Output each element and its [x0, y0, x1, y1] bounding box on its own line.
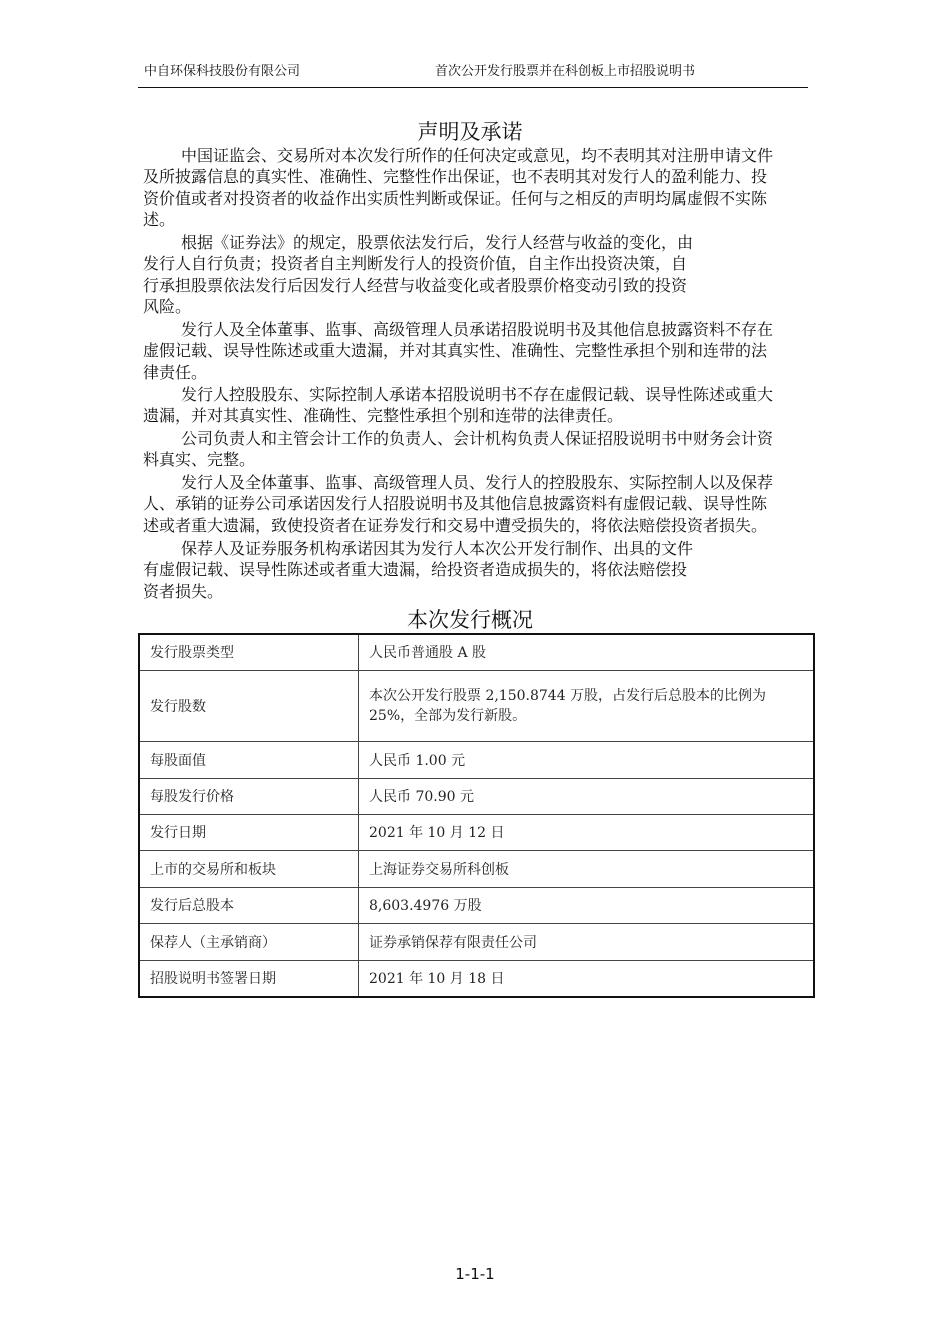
row-value: 人民币 70.90 元	[359, 778, 815, 814]
table-row	[139, 741, 814, 778]
declaration-paragraph-3	[143, 319, 893, 383]
text-line: 发行人及全体董事、监事、高级管理人员承诺招股说明书及其他信息披露资料不存在	[181, 320, 774, 339]
text-line: 资者损失。	[143, 581, 224, 601]
declaration-paragraph-4	[143, 384, 893, 427]
text-line: 虚假记载、误导性陈述或重大遗漏，并对其真实性、准确性、完整性承担个别和连带的法	[143, 341, 768, 361]
row-value: 人民币 1.00 元	[359, 741, 815, 778]
row-label: 每股面值	[139, 741, 359, 778]
row-value: 2021 年 10 月 12 日	[359, 814, 815, 850]
row-value: 证券承销保荐有限责任公司	[359, 923, 815, 960]
declaration-title: 声明及承诺	[417, 120, 523, 144]
row-value: 本次公开发行股票 2,150.8744 万股，占发行后总股本的比例为 25%，全部为发行新股。	[359, 670, 815, 741]
text-line: 风险。	[143, 296, 192, 316]
row-label: 发行股数	[139, 670, 359, 741]
declaration-paragraph-2	[143, 232, 803, 317]
text-line: 遗漏，并对其真实性、准确性、完整性承担个别和连带的法律责任。	[143, 406, 624, 426]
row-label: 发行股票类型	[139, 634, 359, 670]
table-row	[139, 670, 814, 741]
header-divider	[138, 87, 808, 88]
text-line: 发行人自行负责；投资者自主判断发行人的投资价值，自主作出投资决策，自	[143, 254, 688, 274]
row-value: 上海证券交易所科创板	[359, 850, 815, 887]
row-label: 招股说明书签署日期	[139, 960, 359, 997]
row-value: 2021 年 10 月 18 日	[359, 960, 815, 997]
text-line: 律责任。	[143, 362, 208, 382]
offering-overview-table	[138, 633, 815, 998]
text-line: 保荐人及证券服务机构承诺因其为发行人本次公开发行制作、出具的文件	[181, 539, 694, 558]
row-label: 每股发行价格	[139, 778, 359, 814]
text-line: 述。	[143, 209, 176, 229]
table-row	[139, 887, 814, 923]
text-line: 人、承销的证券公司承诺因发行人招股说明书及其他信息披露资料有虚假记载、误导性陈	[143, 494, 768, 514]
row-label: 发行日期	[139, 814, 359, 850]
header-company-name: 中自环保科技股份有限公司	[144, 64, 301, 79]
row-value: 8,603.4976 万股	[359, 887, 815, 923]
declaration-paragraph-7	[143, 538, 803, 602]
text-line: 有虚假记载、误导性陈述或者重大遗漏，给投资者造成损失的，将依法赔偿投	[143, 560, 688, 580]
row-label: 上市的交易所和板块	[139, 850, 359, 887]
table-row	[139, 814, 814, 850]
table-row	[139, 923, 814, 960]
text-line: 中国证监会、交易所对本次发行所作的任何决定或意见，均不表明其对注册申请文件	[181, 146, 774, 165]
declaration-paragraph-5	[143, 428, 893, 471]
row-label: 发行后总股本	[139, 887, 359, 923]
header-document-title: 首次公开发行股票并在科创板上市招股说明书	[435, 64, 696, 79]
overview-title: 本次发行概况	[407, 608, 533, 632]
text-line: 及所披露信息的真实性、准确性、完整性作出保证，也不表明其对发行人的盈利能力、投	[143, 167, 768, 187]
text-line: 公司负责人和主管会计工作的负责人、会计机构负责人保证招股说明书中财务会计资	[181, 429, 774, 448]
table-row	[139, 960, 814, 997]
table-row	[139, 634, 814, 670]
text-line: 行承担股票依法发行后因发行人经营与收益变化或者股票价格变动引致的投资	[143, 275, 688, 295]
declaration-paragraph-1	[143, 145, 893, 230]
text-line: 根据《证券法》的规定，股票依法发行后，发行人经营与收益的变化，由	[181, 233, 694, 252]
text-line: 料真实、完整。	[143, 450, 256, 470]
text-line: 资价值或者对投资者的收益作出实质性判断或保证。任何与之相反的声明均属虚假不实陈	[143, 188, 768, 208]
declaration-paragraph-6	[143, 472, 893, 536]
table-row	[139, 850, 814, 887]
text-line: 述或者重大遗漏，致使投资者在证券发行和交易中遭受损失的，将依法赔偿投资者损失。	[143, 515, 768, 535]
text-line: 发行人及全体董事、监事、高级管理人员、发行人的控股股东、实际控制人以及保荐	[181, 473, 774, 492]
row-label: 保荐人（主承销商）	[139, 923, 359, 960]
row-value: 人民币普通股 A 股	[359, 634, 815, 670]
table-row	[139, 778, 814, 814]
page-number: 1-1-1	[455, 1265, 495, 1283]
text-line: 发行人控股股东、实际控制人承诺本招股说明书不存在虚假记载、误导性陈述或重大	[181, 385, 774, 404]
